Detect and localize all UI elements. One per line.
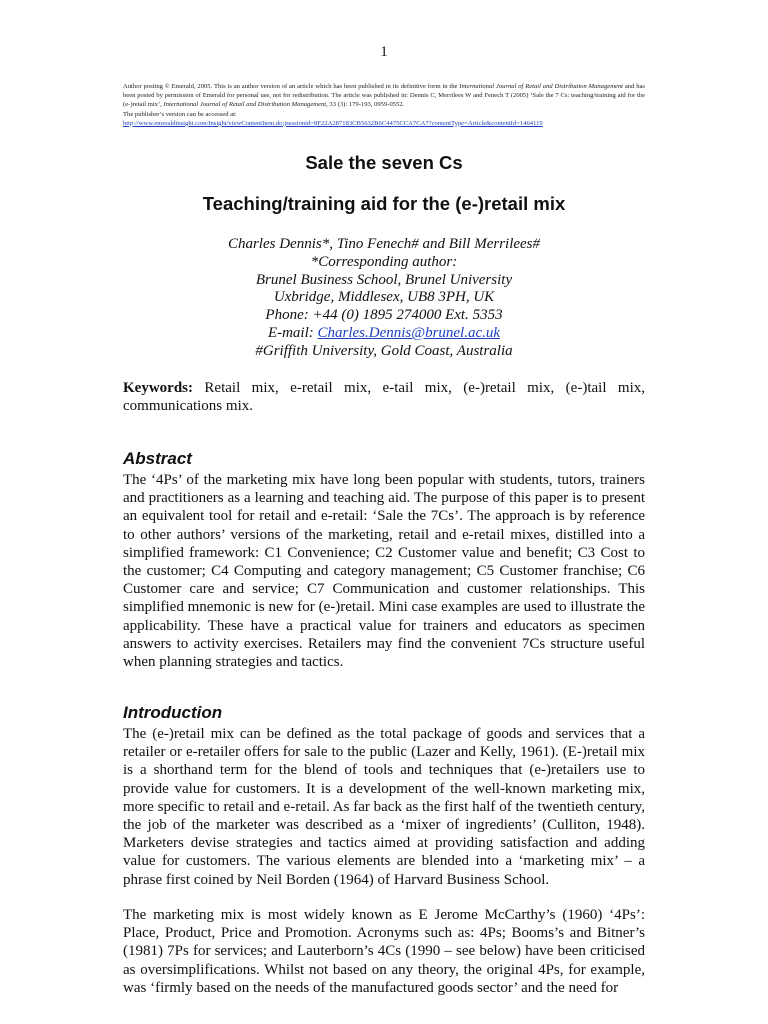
page-number: 1: [380, 44, 388, 60]
corresponding-label: *Corresponding author:: [310, 253, 458, 270]
author-block: [0, 236, 768, 361]
notice-journal-2: International Journal of Retail and Distribution Management: [163, 101, 327, 109]
introduction-heading: Introduction: [123, 703, 223, 722]
author-phone: Phone: +44 (0) 1895 274000 Ext. 5353: [265, 307, 503, 324]
notice-journal: International Journal of Retail and Distribution Management: [459, 83, 624, 90]
email-label: E-mail:: [267, 324, 318, 341]
keywords: [123, 379, 645, 415]
author-names: Charles Dennis*, Tino Fenech# and Bill Merrilees#: [227, 236, 541, 252]
paper-title: Sale the seven Cs: [305, 152, 463, 173]
author-posting-notice: [123, 82, 645, 128]
abstract-text: The ‘4Ps’ of the marketing mix have long been popular with students, tutors, trainers and practitioners as a learning and teaching aid. The purpose of this paper is to present an equivalent tool for retail and e-retail: ‘Sale the 7Cs’. The approach is by reference to other authors’ versions of the marketing, retail and e-retail mixes, distilled into a simplified framework: C1 Convenience; C2 Customer value and benefit; C3 Cost to the customer; C4 Computing and category management; C5 Customer franchise; C6 Customer care and service; C7 Communication and customer relationships. This simplified mnemonic is new for (e-)retail. Mini case examples are used to illustrate the applicability. These have a practical value for trainers and educators as specimen answers to activity exercises. Retailers may find the convenient 7Cs structure useful when planning strategies and tactics.: [123, 472, 645, 671]
introduction-paragraph-2: The marketing mix is most widely known as E Jerome McCarthy’s (1960) ‘4Ps’: Place, Product, Price and Promotion. Acronyms such as: 4Ps; Booms’s and Bitner’s (1981) 7Ps for services; and Lauterborn’s 4Cs (1990 – see below) have been criticised as oversimplifications. Whilst not based on any theory, the original 4Ps, for example, was ‘firmly based on the needs of the manufactured goods sector’ and the need for: [123, 907, 645, 996]
author-address: Uxbridge, Middlesex, UB8 3PH, UK: [273, 289, 495, 306]
keywords-text: Retail mix, e-retail mix, e-tail mix, (e-)retail mix, (e-)tail mix, communications mix.: [123, 380, 645, 415]
introduction-paragraph-1: The (e-)retail mix can be defined as the total package of goods and services that a retailer or e-retailer offers for sale to the public (Lazer and Kelly, 1961). (E-)retail mix is a shorthand term for the blend of tools and techniques that (e-)retailers use to provide value for customers. It is a development of the well-known marketing mix, more specific to retail and e-retail. As far back as the first half of the twentieth century, the job of the marketer was described as a ‘mixer of ingredients’ (Culliton, 1948). Marketers devise strategies and tactics aimed at providing satisfaction and adding value for customers. The various elements are blended into a ‘marketing mix’ – a phrase first coined by Neil Borden (1964) of Harvard Business School.: [123, 726, 645, 888]
publisher-url-link[interactable]: http://www.emeraldinsight.com/Insight/viewContentItem.do;jsessionid=8F22A287183CB5632B6C4475CCA7CA7?contentType=Article&contentId=1464119: [123, 119, 543, 127]
email-link[interactable]: Charles.Dennis@brunel.ac.uk: [317, 324, 501, 341]
paper-subtitle: Teaching/training aid for the (e-)retail mix: [202, 193, 566, 214]
notice-text-1: Author posting © Emerald, 2005. This is an author version of an article which has been published in its definitive form in the: [123, 83, 460, 90]
keywords-label: Keywords:: [123, 380, 193, 396]
notice-text-2: and has been posted by permission of Emerald for personal use, not for redistribution. The article was published in: Dennis C, Merrilees W and Fenech T (2005) ‘Sale the 7 Cs: teaching/training aid for the (e-)retail mix’,: [123, 83, 645, 109]
author-affiliation-2: #Griffith University, Gold Coast, Australia: [255, 342, 513, 359]
notice-text: [123, 82, 645, 110]
notice-text-3: , 33 (3): 179-193, 0959-0552.: [326, 101, 405, 109]
abstract-heading: Abstract: [123, 449, 192, 468]
author-email-line: [0, 325, 768, 343]
author-affiliation: Brunel Business School, Brunel University: [255, 271, 513, 288]
notice-accessed: The publisher’s version can be accessed at:: [123, 110, 237, 118]
